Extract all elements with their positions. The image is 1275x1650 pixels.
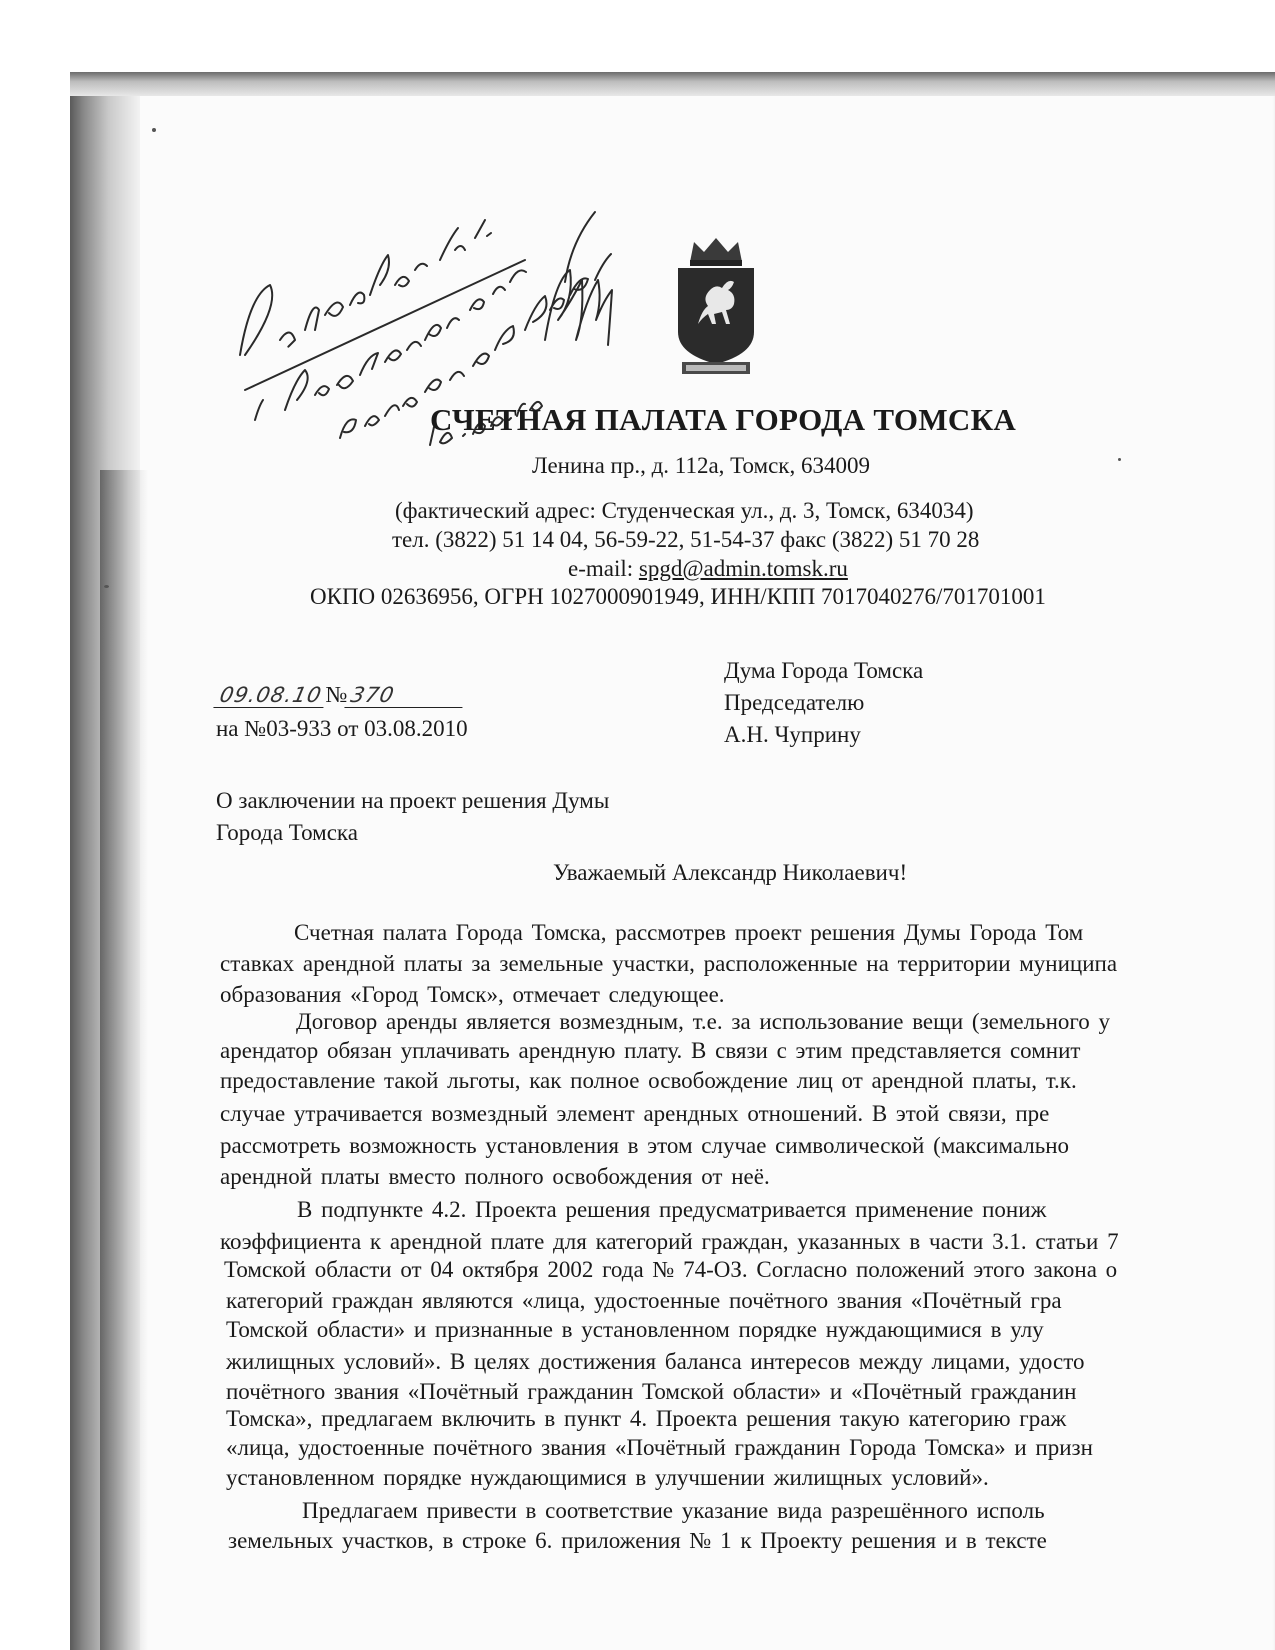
legal-address: Ленина пр., д. 112а, Томск, 634009: [532, 453, 870, 478]
email-link[interactable]: spgd@admin.tomsk.ru: [638, 556, 848, 581]
body-line: Предлагаем привести в соответствие указание вида разрешённого исполь: [302, 1498, 1045, 1523]
scan-speck: [1118, 458, 1121, 461]
number-sign: №: [325, 682, 348, 707]
registration-codes: ОКПО 02636956, ОГРН 1027000901949, ИНН/КПП 7017040276/701701001: [310, 584, 1046, 609]
body-line: арендатор обязан уплачивать арендную плату. В связи с этим представляется сомнит: [220, 1038, 1081, 1063]
sheet-binding-shadow-dark: [100, 470, 148, 1650]
body-line: рассмотреть возможность установления в этом случае символической (максимально: [220, 1133, 1070, 1158]
body-line: Томской области» и признанные в установленном порядке нуждающимися в улу: [226, 1317, 1044, 1342]
email-line: [568, 556, 848, 582]
body-line: образования «Город Томск», отмечает следующее.: [220, 982, 725, 1007]
email-label: e-mail:: [568, 556, 639, 581]
body-line: земельных участков, в строке 6. приложения № 1 к Проекту решения и в тексте: [228, 1528, 1047, 1553]
recipient-name: А.Н. Чуприну: [724, 722, 861, 747]
outgoing-date: 09.08.10: [213, 683, 328, 708]
outgoing-number: 370: [345, 683, 468, 708]
recipient-block: [724, 655, 923, 751]
body-line: установленном порядке нуждающимися в улучшении жилищных условий».: [226, 1465, 989, 1490]
body-line: категорий граждан являются «лица, удостоенные почётного звания «Почётный гра: [226, 1288, 1062, 1313]
sheet-top-edge: [70, 72, 1275, 96]
subject-line: О заключении на проект решения Думы: [216, 788, 610, 813]
scan-speck: [152, 128, 156, 132]
actual-address: (фактический адрес: Студенческая ул., д. 3, Томск, 634034): [395, 498, 974, 523]
body-line: Договор аренды является возмездным, т.е. за использование вещи (земельного у: [296, 1009, 1111, 1034]
body-line: почётного звания «Почётный гражданин Томской области» и «Почётный гражданин: [226, 1379, 1077, 1404]
body-line: Счетная палата Города Томска, рассмотрев проект решения Думы Города Том: [294, 920, 1084, 945]
scan-speck: [104, 585, 109, 588]
body-line: Томска», предлагаем включить в пункт 4. Проекта решения такую категорию граж: [226, 1406, 1067, 1431]
body-line: случае утрачивается возмездный элемент арендных отношений. В этой связи, пре: [220, 1101, 1050, 1126]
greeting: Уважаемый Александр Николаевич!: [553, 860, 908, 885]
body-line: предоставление такой льготы, как полное освобождение лиц от арендной платы, т.к.: [220, 1068, 1077, 1093]
body-line: «лица, удостоенные почётного звания «Почётный гражданин Города Томска» и призн: [226, 1435, 1093, 1460]
body-line: Томской области от 04 октября 2002 года № 74-ОЗ. Согласно положений этого закона о: [224, 1257, 1118, 1282]
recipient-position: Председателю: [724, 690, 865, 715]
organization-title: СЧЕТНАЯ ПАЛАТА ГОРОДА ТОМСКА: [430, 402, 1017, 437]
body-line: арендной платы вместо полного освобождения от неё.: [220, 1164, 770, 1189]
incoming-reference: на №03-933 от 03.08.2010: [216, 716, 468, 741]
body-line: ставках арендной платы за земельные участки, расположенные на территории муниципа: [220, 951, 1118, 976]
body-line: В подпункте 4.2. Проекта решения предусматривается применение пониж: [297, 1197, 1047, 1222]
outgoing-date-number: [216, 682, 465, 708]
phone-fax-line: тел. (3822) 51 14 04, 56-59-22, 51-54-37 факс (3822) 51 70 28: [392, 527, 980, 552]
subject-block: [216, 785, 609, 849]
body-line: коэффициента к арендной плате для категорий граждан, указанных в части 3.1. статьи 7: [220, 1229, 1119, 1254]
body-line: жилищных условий». В целях достижения баланса интересов между лицами, удосто: [226, 1349, 1085, 1374]
subject-line: Города Томска: [216, 820, 358, 845]
recipient-organization: Дума Города Томска: [724, 658, 924, 683]
coat-of-arms-emblem: [668, 234, 764, 384]
